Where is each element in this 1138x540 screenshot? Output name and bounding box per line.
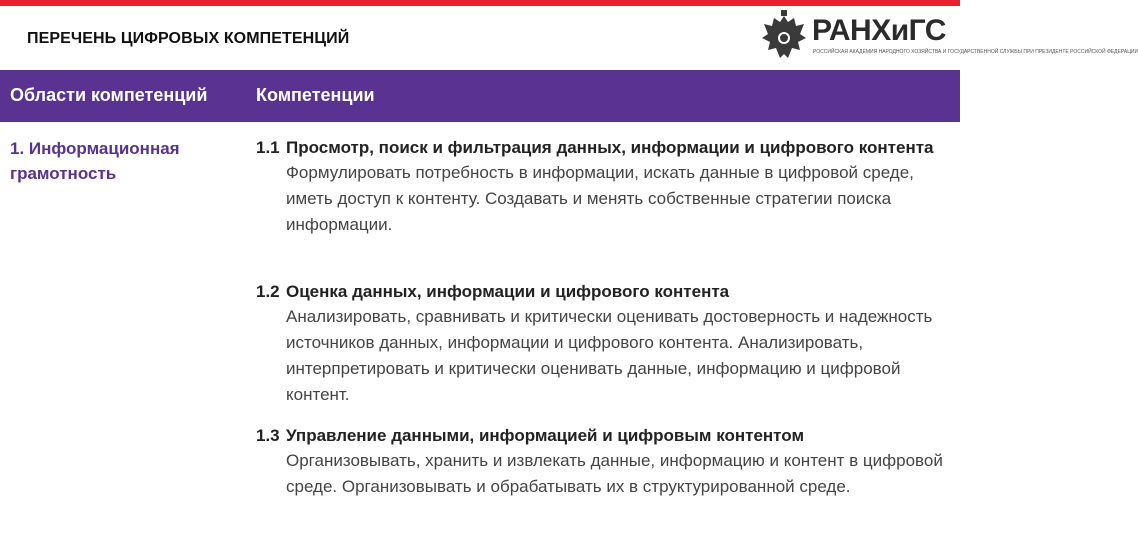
top-accent-bar: [0, 0, 960, 6]
logo-name: РАНХиГС: [812, 14, 946, 47]
competency-description: Формулировать потребность в информации, искать данные в цифровой среде, иметь доступ к контенту. Создавать и менять собственные стратегии поиска информации.: [286, 163, 914, 234]
header-competencies: Компетенции: [256, 85, 375, 105]
competency-description: Анализировать, сравнивать и критически оценивать достоверность и надежность источников данных, информации и цифрового контента. Анализировать, интерпретировать и критически оценивать данные, информацию и цифровой контент.: [286, 307, 933, 404]
logo-subtitle: РОССИЙСКАЯ АКАДЕМИЯ НАРОДНОГО ХОЗЯЙСТВА И ГОСУДАРСТВЕННОЙ СЛУЖБЫ ПРИ ПРЕЗИДЕНТЕ РОССИЙСКОЙ ФЕДЕРАЦИИ: [813, 49, 1138, 55]
competency-item: [256, 280, 946, 408]
competency-item: [256, 424, 946, 500]
competence-area: 1. Информационная грамотность: [10, 139, 180, 183]
competency-title-row: [256, 136, 946, 160]
competency-title: Просмотр, поиск и фильтрация данных, информации и цифрового контента: [286, 138, 934, 157]
competency-number: 1.3: [256, 426, 280, 445]
header-area: Области компетенций: [10, 85, 208, 105]
competency-title-row: [256, 424, 946, 448]
competency-title-row: [256, 280, 946, 304]
competency-item: [256, 136, 946, 238]
slide-title: ПЕРЕЧЕНЬ ЦИФРОВЫХ КОМПЕТЕНЦИЙ: [27, 30, 350, 47]
double-headed-eagle-icon: [760, 10, 808, 66]
ranepa-logo: [760, 8, 1138, 68]
competency-number: 1.1: [256, 138, 280, 157]
competency-title: Оценка данных, информации и цифрового контента: [286, 282, 730, 301]
table-header: [0, 70, 960, 122]
competency-description: Организовывать, хранить и извлекать данные, информацию и контент в цифровой среде. Организовывать и обрабатывать их в структурированной среде.: [286, 451, 943, 496]
competency-title: Управление данными, информацией и цифровым контентом: [286, 426, 805, 445]
competency-number: 1.2: [256, 282, 280, 301]
